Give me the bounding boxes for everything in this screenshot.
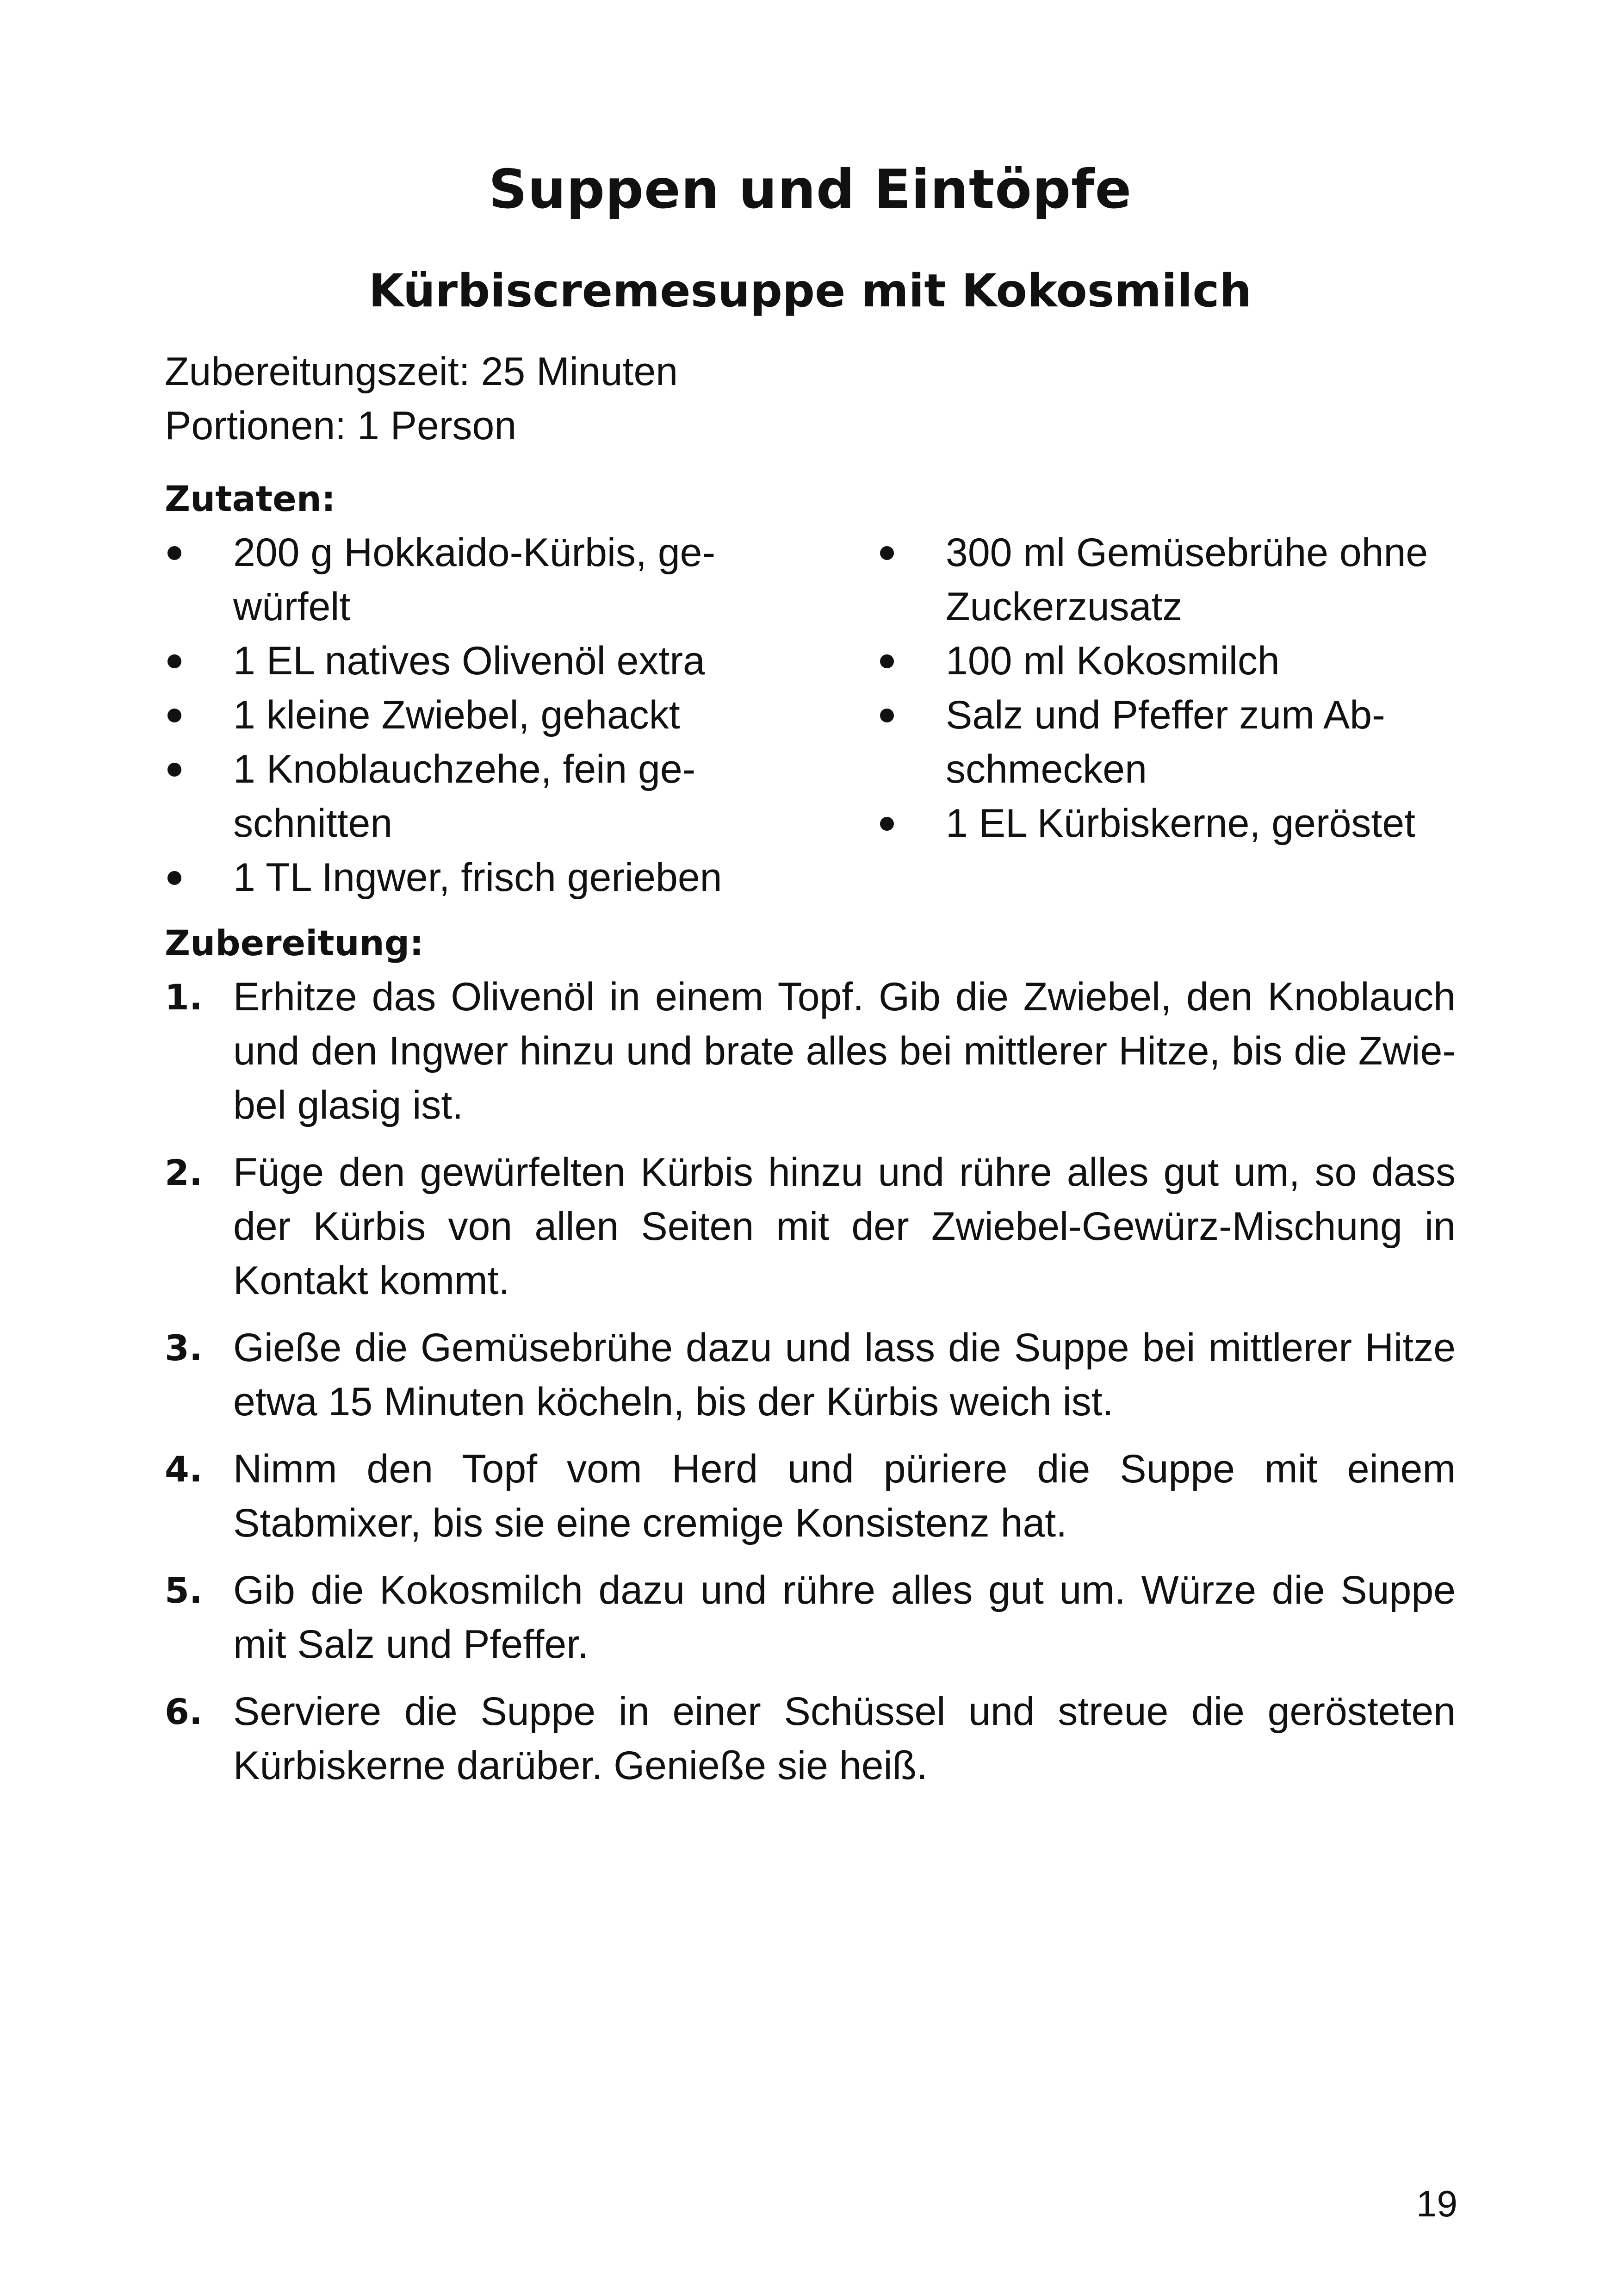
preparation-heading: Zubereitung: <box>165 922 424 964</box>
step-item <box>165 970 1456 1132</box>
ingredient-item <box>877 688 1436 796</box>
ingredient-text: 1 kleine Zwiebel, gehackt <box>233 692 680 737</box>
step-text: Erhitze das Olivenöl in einem Topf. Gib die Zwiebel, den Knoblauch und den Ingwer hinzu und brate alles bei mittlerer Hitze, bis die Zwiebel glasig ist. <box>233 974 1456 1127</box>
bullet-icon <box>167 763 181 777</box>
step-number: 1. <box>165 976 203 1018</box>
ingredient-item <box>877 796 1436 851</box>
step-item <box>165 1145 1456 1308</box>
step-text: Füge den gewürfelten Kürbis hinzu und rühre alles gut um, so dass der Kürbis von allen Seiten mit der Zwiebel-Gewürz-Mischung in Kontakt kommt. <box>233 1150 1456 1303</box>
servings: Portionen: 1 Person <box>165 403 517 448</box>
bullet-icon <box>880 654 894 668</box>
recipe-meta <box>165 345 1456 453</box>
bullet-icon <box>880 709 894 722</box>
step-item <box>165 1563 1456 1672</box>
prep-time: Zubereitungszeit: 25 Minuten <box>165 349 678 394</box>
step-item <box>165 1442 1456 1550</box>
ingredient-item <box>165 742 742 851</box>
step-number: 5. <box>165 1569 203 1611</box>
ingredients-column-left <box>165 526 877 905</box>
recipe-page <box>165 157 1456 1806</box>
ingredients-heading: Zutaten: <box>165 478 336 519</box>
page-number: 19 <box>1416 2183 1457 2224</box>
step-text: Serviere die Suppe in einer Schüssel und streue die gerösteten Kürbiskerne darüber. Genieße sie heiß. <box>233 1689 1456 1788</box>
bullet-icon <box>167 546 181 560</box>
bullet-icon <box>880 817 894 831</box>
step-number: 2. <box>165 1151 203 1193</box>
recipe-title: Kürbiscremesuppe mit Kokosmilch <box>368 265 1252 318</box>
preparation-steps <box>165 970 1456 1793</box>
step-text: Gieße die Gemüsebrühe dazu und lass die Suppe bei mittlerer Hitze etwa 15 Minuten köcheln, bis der Kürbis weich ist. <box>233 1325 1456 1424</box>
step-item <box>165 1685 1456 1793</box>
step-number: 4. <box>165 1448 203 1490</box>
ingredient-text: 1 Knoblauchzehe, fein geschnitten <box>233 747 696 846</box>
ingredient-text: 300 ml Gemüsebrühe ohne Zuckerzusatz <box>946 530 1428 629</box>
ingredient-item <box>165 634 742 688</box>
ingredient-text: 1 TL Ingwer, frisch gerieben <box>233 855 722 900</box>
step-number: 3. <box>165 1327 203 1369</box>
ingredient-text: Salz und Pfeffer zum Abschmecken <box>946 692 1385 791</box>
step-number: 6. <box>165 1691 203 1732</box>
bullet-icon <box>880 546 894 560</box>
bullet-icon <box>167 871 181 885</box>
chapter-title: Suppen und Eintöpfe <box>488 158 1132 221</box>
ingredient-item <box>165 526 742 634</box>
ingredients-list <box>165 526 1456 905</box>
ingredient-item <box>165 851 742 905</box>
step-text: Gib die Kokosmilch dazu und rühre alles gut um. Würze die Suppe mit Salz und Pfeffer. <box>233 1568 1456 1667</box>
ingredient-item <box>165 688 742 742</box>
ingredient-text: 1 EL Kürbiskerne, geröstet <box>946 801 1416 846</box>
ingredient-text: 200 g Hokkaido-Kürbis, gewürfelt <box>233 530 716 629</box>
ingredients-column-right <box>877 526 1456 905</box>
step-item <box>165 1321 1456 1429</box>
ingredient-text: 100 ml Kokosmilch <box>946 638 1280 683</box>
bullet-icon <box>167 709 181 722</box>
ingredient-text: 1 EL natives Olivenöl extra <box>233 638 705 683</box>
ingredient-item <box>877 634 1436 688</box>
ingredient-item <box>877 526 1436 634</box>
bullet-icon <box>167 654 181 668</box>
step-text: Nimm den Topf vom Herd und püriere die Suppe mit einem Stabmixer, bis sie eine cremige Konsistenz hat. <box>233 1446 1456 1545</box>
